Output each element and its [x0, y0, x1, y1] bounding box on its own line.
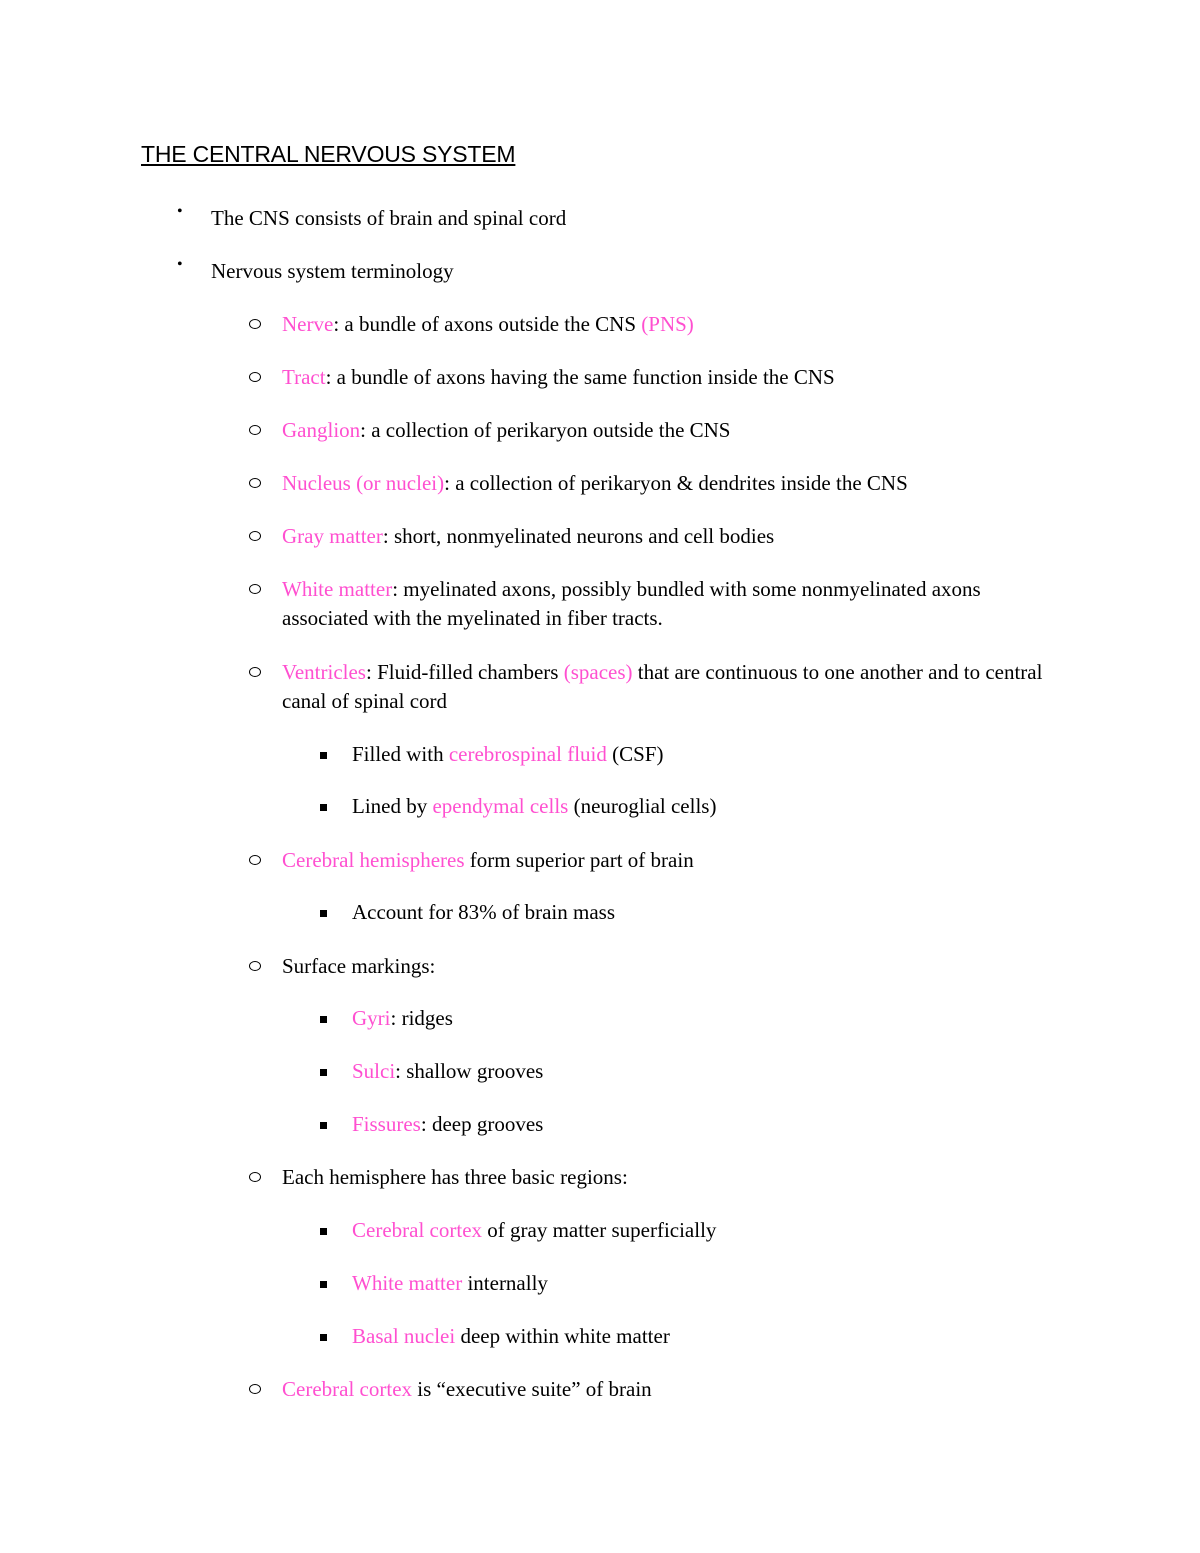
list-item — [352, 1269, 548, 1298]
highlighted-term: Cerebral cortex — [282, 1377, 413, 1401]
highlighted-term: cerebrospinal fluid — [448, 742, 607, 766]
item-text: : short, nonmyelinated neurons and cell bodies — [382, 524, 775, 548]
list-item — [282, 952, 435, 981]
list-item — [282, 1163, 628, 1192]
list-item — [352, 1322, 670, 1351]
highlighted-term: Sulci — [352, 1059, 396, 1083]
highlighted-term: Gyri — [352, 1006, 391, 1030]
highlighted-term: Cerebral hemispheres — [282, 848, 465, 872]
item-text: that are continuous to one another and to central canal of spinal cord — [282, 660, 1043, 713]
bullet-circle-icon — [249, 372, 261, 382]
bullet-square-icon — [320, 1122, 327, 1129]
item-text: : a collection of perikaryon & dendrites inside the CNS — [444, 471, 908, 495]
bullet-circle-icon — [249, 961, 261, 971]
item-text: (neuroglial cells) — [568, 794, 717, 818]
bullet-circle-icon — [249, 531, 261, 541]
highlighted-term: Nerve — [282, 312, 334, 336]
bullet-square-icon — [320, 1281, 327, 1288]
item-text: form superior part of brain — [464, 848, 694, 872]
item-text: Filled with — [352, 742, 449, 766]
bullet-square-icon — [320, 910, 327, 917]
bullet-square-icon — [320, 1334, 327, 1341]
page-title: THE CENTRAL NERVOUS SYSTEM — [141, 141, 516, 167]
highlighted-term: Gray matter — [282, 524, 383, 548]
item-text: : myelinated axons, possibly bundled with some nonmyelinated axons associated with the myelinated in fiber tracts. — [282, 577, 981, 630]
item-text: of gray matter superficially — [482, 1218, 717, 1242]
item-text: : shallow grooves — [395, 1059, 544, 1083]
bullet-square-icon — [320, 1069, 327, 1076]
item-text: Surface markings: — [282, 954, 436, 978]
list-item — [282, 575, 1022, 633]
list-item — [352, 1110, 543, 1139]
item-text: Lined by — [352, 794, 433, 818]
highlighted-term: Basal nuclei — [352, 1324, 456, 1348]
list-item — [282, 416, 731, 445]
list-item — [282, 846, 694, 875]
bullet-dot-icon: • — [177, 203, 183, 220]
list-item — [352, 898, 615, 927]
highlighted-term: (PNS) — [641, 312, 694, 336]
highlighted-term: Tract — [282, 365, 326, 389]
item-text: : a bundle of axons having the same function inside the CNS — [325, 365, 835, 389]
list-item — [282, 469, 908, 498]
item-text: Nervous system terminology — [211, 259, 454, 283]
bullet-circle-icon — [249, 1172, 261, 1182]
bullet-circle-icon — [249, 425, 261, 435]
list-item — [352, 1216, 716, 1245]
bullet-circle-icon — [249, 1384, 261, 1394]
highlighted-term: Ventricles — [282, 660, 366, 684]
bullet-circle-icon — [249, 855, 261, 865]
bullet-circle-icon — [249, 319, 261, 329]
bullet-square-icon — [320, 804, 327, 811]
item-text: : a bundle of axons outside the CNS — [333, 312, 642, 336]
highlighted-term: ependymal cells — [432, 794, 569, 818]
list-item — [352, 1057, 543, 1086]
highlighted-term: Fissures — [352, 1112, 421, 1136]
list-item — [282, 310, 694, 339]
list-item — [282, 1375, 652, 1404]
bullet-circle-icon — [249, 667, 261, 677]
list-item — [282, 658, 1052, 716]
item-text: deep within white matter — [455, 1324, 670, 1348]
list-item — [211, 204, 566, 233]
bullet-square-icon — [320, 1228, 327, 1235]
highlighted-term: White matter — [282, 577, 393, 601]
highlighted-term: Cerebral cortex — [352, 1218, 483, 1242]
highlighted-term: (spaces) — [563, 660, 633, 684]
highlighted-term: Nucleus (or nuclei) — [282, 471, 445, 495]
bullet-square-icon — [320, 1016, 327, 1023]
item-text: : deep grooves — [420, 1112, 544, 1136]
item-text: Account for 83% of brain mass — [352, 900, 616, 924]
item-text: internally — [462, 1271, 548, 1295]
bullet-circle-icon — [249, 478, 261, 488]
item-text: is “executive suite” of brain — [412, 1377, 652, 1401]
list-item — [352, 740, 663, 769]
item-text: : a collection of perikaryon outside the CNS — [360, 418, 731, 442]
highlighted-term: Ganglion — [282, 418, 361, 442]
item-text: Each hemisphere has three basic regions: — [282, 1165, 628, 1189]
item-text: The CNS consists of brain and spinal cord — [211, 206, 567, 230]
bullet-square-icon — [320, 752, 327, 759]
highlighted-term: White matter — [352, 1271, 463, 1295]
list-item — [352, 1004, 453, 1033]
item-text: : Fluid-filled chambers — [365, 660, 564, 684]
list-item — [211, 257, 454, 286]
item-text: (CSF) — [606, 742, 664, 766]
item-text: : ridges — [390, 1006, 453, 1030]
bullet-circle-icon — [249, 584, 261, 594]
list-item — [282, 363, 835, 392]
list-item — [352, 792, 716, 821]
list-item — [282, 522, 774, 551]
bullet-dot-icon: • — [177, 256, 183, 273]
